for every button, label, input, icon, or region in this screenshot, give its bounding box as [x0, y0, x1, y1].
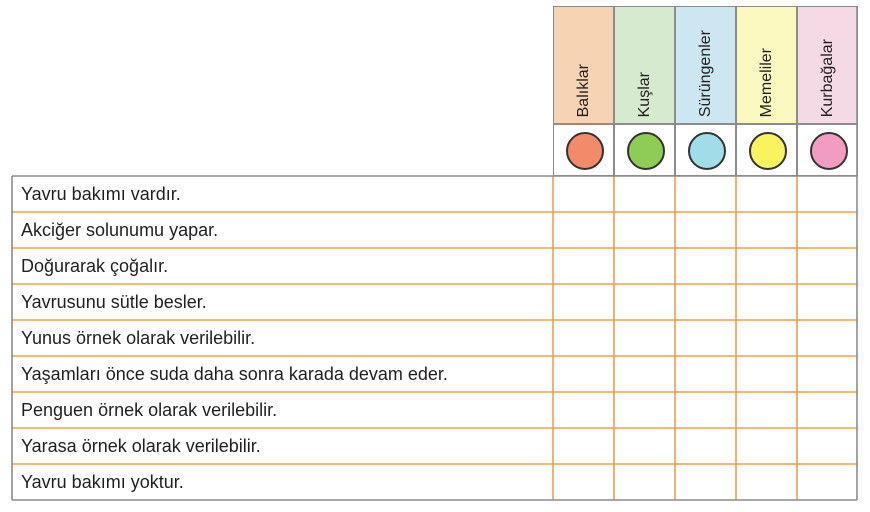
table-row [12, 428, 857, 464]
table-row [12, 212, 857, 248]
color-circle-icon [810, 132, 848, 170]
answer-cell[interactable] [675, 464, 736, 500]
row-statement: Yavru bakımı vardır. [21, 183, 181, 204]
color-circle-icon [688, 132, 726, 170]
answer-cell[interactable] [675, 284, 736, 320]
answer-cell[interactable] [553, 428, 614, 464]
row-statement: Doğurarak çoğalır. [21, 255, 169, 276]
column-header-memeliler [736, 6, 797, 124]
row-statement: Yaşamları önce suda daha sonra karada devam eder. [21, 363, 448, 384]
answer-cell[interactable] [675, 320, 736, 356]
answer-cell[interactable] [614, 320, 675, 356]
table-row [12, 392, 857, 428]
answer-cell[interactable] [614, 356, 675, 392]
answer-cell[interactable] [614, 392, 675, 428]
column-label: Memeliler [757, 47, 775, 117]
answer-cell[interactable] [736, 176, 797, 212]
table-row [12, 320, 857, 356]
answer-cell[interactable] [553, 356, 614, 392]
answer-cell[interactable] [614, 212, 675, 248]
answer-cell[interactable] [736, 356, 797, 392]
answer-cell[interactable] [675, 176, 736, 212]
answer-cell[interactable] [614, 284, 675, 320]
answer-cell[interactable] [553, 212, 614, 248]
answer-cell[interactable] [736, 464, 797, 500]
answer-cell[interactable] [797, 428, 858, 464]
answer-cell[interactable] [797, 356, 858, 392]
column-label: Kuşlar [635, 71, 653, 117]
answer-cell[interactable] [797, 248, 858, 284]
row-statement: Akciğer solunumu yapar. [21, 219, 219, 240]
answer-cell[interactable] [736, 248, 797, 284]
answer-cell[interactable] [553, 392, 614, 428]
answer-cell[interactable] [797, 284, 858, 320]
answer-cell[interactable] [553, 320, 614, 356]
answer-cell[interactable] [675, 356, 736, 392]
answer-cell[interactable] [675, 428, 736, 464]
color-cell-kuslar [614, 124, 675, 176]
color-circle-icon [627, 132, 665, 170]
answer-cell[interactable] [736, 284, 797, 320]
answer-cell[interactable] [614, 248, 675, 284]
answer-cell[interactable] [736, 428, 797, 464]
answer-cell[interactable] [553, 284, 614, 320]
answer-cell[interactable] [797, 320, 858, 356]
color-cell-surungenler [675, 124, 736, 176]
answer-cell[interactable] [614, 428, 675, 464]
color-cell-baliklar [553, 124, 614, 176]
answer-cell[interactable] [675, 212, 736, 248]
answer-cell[interactable] [553, 248, 614, 284]
answer-cell[interactable] [797, 464, 858, 500]
table-row [12, 464, 857, 500]
answer-cell[interactable] [553, 464, 614, 500]
table-row [12, 356, 857, 392]
answer-cell[interactable] [736, 320, 797, 356]
column-header-surungenler [675, 6, 736, 124]
answer-cell[interactable] [614, 464, 675, 500]
row-statement: Yavrusunu sütle besler. [21, 291, 207, 312]
column-label: Kurbağalar [818, 38, 836, 117]
answer-cell[interactable] [553, 176, 614, 212]
row-statement: Yunus örnek olarak verilebilir. [21, 327, 256, 348]
color-cell-memeliler [736, 124, 797, 176]
answer-cell[interactable] [736, 212, 797, 248]
column-header-baliklar [553, 6, 614, 124]
color-cell-kurbagalar [797, 124, 858, 176]
row-statement: Yavru bakımı yoktur. [21, 471, 184, 492]
column-header-kuslar [614, 6, 675, 124]
table-row [12, 284, 857, 320]
answer-cell[interactable] [675, 392, 736, 428]
table-row [12, 248, 857, 284]
column-label: Sürüngenler [696, 29, 714, 117]
answer-cell[interactable] [675, 248, 736, 284]
row-statement: Yarasa örnek olarak verilebilir. [21, 435, 261, 456]
answer-cell[interactable] [614, 176, 675, 212]
column-label: Balıklar [574, 63, 592, 117]
row-statement: Penguen örnek olarak verilebilir. [21, 399, 278, 420]
table-row [12, 176, 857, 212]
answer-cell[interactable] [797, 176, 858, 212]
answer-cell[interactable] [736, 392, 797, 428]
color-circle-icon [566, 132, 604, 170]
column-header-kurbagalar [797, 6, 858, 124]
color-circle-icon [749, 132, 787, 170]
answer-cell[interactable] [797, 212, 858, 248]
answer-cell[interactable] [797, 392, 858, 428]
